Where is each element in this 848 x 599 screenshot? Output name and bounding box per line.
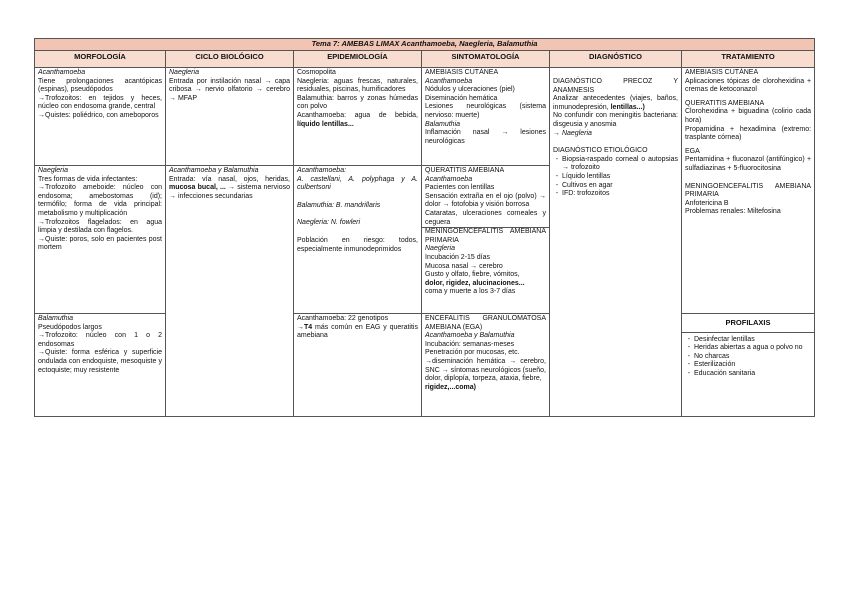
diag-arrow: → xyxy=(553,129,562,137)
trat-line: Aplicaciones tópicas de clorohexidina + cremas de ketoconazol xyxy=(685,77,812,94)
list-item: • No charcas xyxy=(694,353,811,362)
epid-line: A. castellani, A. polyphaga y A. culbertsoni xyxy=(297,175,418,192)
header-row xyxy=(35,51,815,68)
tratamiento-cell xyxy=(682,68,815,314)
trat-line: Problemas renales: Miltefosina xyxy=(685,208,781,216)
epid-line: Acanthamoeba: 22 genotipos xyxy=(297,315,389,322)
header-epidemiologia: EPIDEMIOLOGÍA xyxy=(294,51,422,68)
sint-line: Mucosa nasal → cerebro xyxy=(425,262,503,270)
epid-genotipos xyxy=(294,314,422,417)
sint-ega-organism: Acanthamoeba y Balamuthia xyxy=(425,332,515,340)
ciclo-naeg-line: Entrada por instilación nasal → capa cribosa → nervio olfatorio → cerebro → MFAP xyxy=(169,77,290,102)
morf-acanthamoeba xyxy=(35,68,166,166)
ciclo-line: Entrada: vía nasal, ojos, heridas, xyxy=(169,175,290,183)
ciclo-acanth-bala xyxy=(166,166,294,417)
ciclo-bold: mucosa bucal, ... xyxy=(169,184,226,192)
document-table-wrapper xyxy=(34,38,814,417)
morf-balamuthia xyxy=(35,314,166,417)
header-sintomatologia: SINTOMATOLOGÍA xyxy=(422,51,550,68)
epid-bold: líquido lentillas... xyxy=(297,120,354,128)
sint-line: Incubación: semanas-meses xyxy=(425,340,515,348)
trat-line: Propamidina + hexadimina (extremo: trasplante córnea) xyxy=(685,125,812,142)
sint-line: Diseminación hemática xyxy=(425,94,498,102)
sint-mfap-heading: MENINGOENCEFALITIS AMEBIANA PRIMARIA xyxy=(425,228,546,244)
sint-mfap-organism: Naegleria xyxy=(425,245,455,253)
sint-amebiasis-organism: Balamuthia xyxy=(425,120,461,128)
sint-ega xyxy=(422,314,550,417)
epid-line: Acanthamoeba: agua de bebida, xyxy=(297,111,418,119)
trat-mfap-heading: MENINGOENCEFALITIS AMEBIANA PRIMARIA xyxy=(685,182,812,199)
sint-queratitis-mfap xyxy=(422,166,550,314)
epid-line: más común en EAG y queratitis amebiana xyxy=(297,323,418,340)
trat-line: Clorohexidina + biguadina (colirio cada hora) xyxy=(685,108,812,124)
morf-naegleria xyxy=(35,166,166,314)
sint-queratitis-heading: QUERATITIS AMEBIANA xyxy=(425,167,505,174)
sint-amebiasis-organism: Acanthamoeba xyxy=(425,77,473,85)
profilaxis-heading: PROFILAXIS xyxy=(682,315,814,333)
epid-line: Cosmopolita xyxy=(297,69,336,76)
diag-line: Analizar antecedentes (viajes, baños, inmunodepresión, xyxy=(553,95,678,111)
ciclo-line: → sistema nervioso → infecciones secundarias xyxy=(169,184,290,200)
title-row xyxy=(35,39,815,51)
sint-line: Incubación 2-15 días xyxy=(425,253,490,261)
sint-line: Cataratas, ulceraciones corneales y ceguera xyxy=(425,209,546,226)
diag-etio-heading: DIAGNÓSTICO ETIOLÓGICO xyxy=(553,147,648,155)
morf-acanth-line: Tiene prolongaciones acantópicas (espinas), pseudópodos xyxy=(38,77,162,94)
row-1 xyxy=(35,68,815,166)
epid-bold: →T4 xyxy=(297,323,313,331)
sint-line: Sensación extraña en el ojo (polvo) → dolor → fotofobia y visión borrosa xyxy=(425,192,546,209)
morf-bala-line: Pseudópodos largos xyxy=(38,323,102,331)
sint-queratitis-organism: Acanthamoeba xyxy=(425,175,473,183)
table-title: Tema 7: AMEBAS LIMAX Acanthamoeba, Naegleria, Balamuthia xyxy=(35,39,815,51)
sint-line: →diseminación hemática → cerebro, SNC → síntomas neurológicos (sueño, dolor, diplopía, torpeza, ataxia, fiebre, xyxy=(425,357,546,383)
morf-bala-name: Balamuthia xyxy=(38,315,74,322)
sint-bold: dolor, rigidez, alucinaciones... xyxy=(425,279,525,287)
sint-ega-heading: ENCEFALITIS GRANULOMATOSA AMEBIANA (EGA) xyxy=(425,315,546,331)
trat-amebiasis-heading: AMEBIASIS CUTÁNEA xyxy=(685,69,759,76)
morf-naeg-line: →Trofozoitos flagelados: en agua limpia y destilada con flagelos. xyxy=(38,218,162,235)
sint-bold: rigidez,...coma) xyxy=(425,383,476,391)
sint-line: Lesiones neurológicas (sistema nervioso: muerte) xyxy=(425,103,546,119)
list-item: • IFD: trofozoitos xyxy=(562,190,678,199)
diag-precoz-heading: DIAGNÓSTICO PRECOZ Y ANAMNESIS xyxy=(553,78,678,94)
morf-naeg-line: Tres formas de vida infectantes: xyxy=(38,175,138,183)
ciclo-naegleria xyxy=(166,68,294,166)
sint-line: coma y muerte a los 3-7 días xyxy=(425,288,516,296)
epid-line: Población en riesgo: todos, especialmente inmunodeprimidos xyxy=(297,236,418,253)
list-item: • Heridas abiertas a agua o polvo no xyxy=(694,344,811,353)
trat-line: Pentamidina + fluconazol (antifúngico) + sulfadiazinas + 5-fluorocitosina xyxy=(685,156,812,172)
sint-mfap-section xyxy=(422,227,549,297)
list-item: • Esterilización xyxy=(694,361,811,370)
ciclo-acbal-name: Acanthamoeba y Balamuthia xyxy=(169,167,259,174)
ciclo-naeg-name: Naegleria xyxy=(169,69,199,76)
list-item: • Cultivos en agar xyxy=(562,182,678,191)
header-diagnostico: DIAGNÓSTICO xyxy=(550,51,682,68)
sint-line: Nódulos y ulceraciones (piel) xyxy=(425,86,515,94)
diag-line: No confundir con meningitis bacteriana: disgeusia y anosmia xyxy=(553,112,678,128)
list-item: • Educación sanitaria xyxy=(694,370,811,379)
diag-bold: lentillas...) xyxy=(610,103,645,111)
epid-line: Naegleria: aguas frescas, naturales, residuales, piscinas, humificadores xyxy=(297,77,418,94)
epid-line: Balamuthia: barros y zonas húmedas con polvo xyxy=(297,94,418,111)
sint-line: Gusto y olfato, fiebre, vómitos, xyxy=(425,271,520,279)
morf-bala-line: →Trofozoito: núcleo con 1 o 2 endosomas xyxy=(38,332,162,348)
summary-table xyxy=(34,38,815,417)
epid-species xyxy=(294,166,422,314)
profilaxis-cell xyxy=(682,314,815,417)
header-ciclo: CICLO BIOLÓGICO xyxy=(166,51,294,68)
list-item: • Líquido lentillas xyxy=(562,173,678,182)
list-item: • Biopsia-raspado corneal o autopsias → trofozoito xyxy=(562,156,678,173)
morf-bala-line: →Quiste: forma esférica y superficie ondulada con endoquiste, mesoquiste y ectoquiste; muy resistente xyxy=(38,349,162,374)
morf-acanth-line: →Quistes: poliédrico, con ameboporos xyxy=(38,111,159,119)
morf-acanth-line: →Trofozoitos: en tejidos y heces, núcleo con endosoma grande, central xyxy=(38,94,162,111)
morf-naeg-name: Naegleria xyxy=(38,167,68,174)
sint-line: Inflamación nasal → lesiones neurológicas xyxy=(425,129,546,145)
epid-line: Naegleria: N. fowleri xyxy=(297,219,361,227)
diag-etio-list xyxy=(553,156,678,199)
sint-line: Penetración por mucosas, etc. xyxy=(425,349,520,357)
sint-amebiasis-heading: AMEBIASIS CUTÁNEA xyxy=(425,69,499,76)
trat-line: Anfotericina B xyxy=(685,199,729,207)
header-tratamiento: TRATAMIENTO xyxy=(682,51,815,68)
morf-acanth-name: Acanthamoeba xyxy=(38,69,86,76)
epid-general xyxy=(294,68,422,166)
sint-line: Pacientes con lentillas xyxy=(425,184,495,192)
list-item: • Desinfectar lentillas xyxy=(694,336,811,345)
trat-ega-heading: EGA xyxy=(685,147,700,155)
sint-amebiasis xyxy=(422,68,550,166)
header-morfologia: MORFOLOGÍA xyxy=(35,51,166,68)
diag-organism: Naegleria xyxy=(561,129,592,137)
profilaxis-list xyxy=(685,336,811,379)
epid-line: Acanthamoeba: xyxy=(297,167,347,174)
epid-line: Balamuthia: B. mandrillaris xyxy=(297,201,381,209)
morf-naeg-line: →Quiste: poros, solo en pacientes post mortem xyxy=(38,235,162,252)
trat-queratitis-heading: QUERATITIS AMEBIANA xyxy=(685,99,765,107)
diagnostico-cell xyxy=(550,68,682,417)
morf-naeg-line: →Trofozoito ameboide: núcleo con endosoma; amebostomas (id); termófilo; forma de vida principal: metabolismo y multiplicación xyxy=(38,184,162,217)
row-3 xyxy=(35,314,815,417)
